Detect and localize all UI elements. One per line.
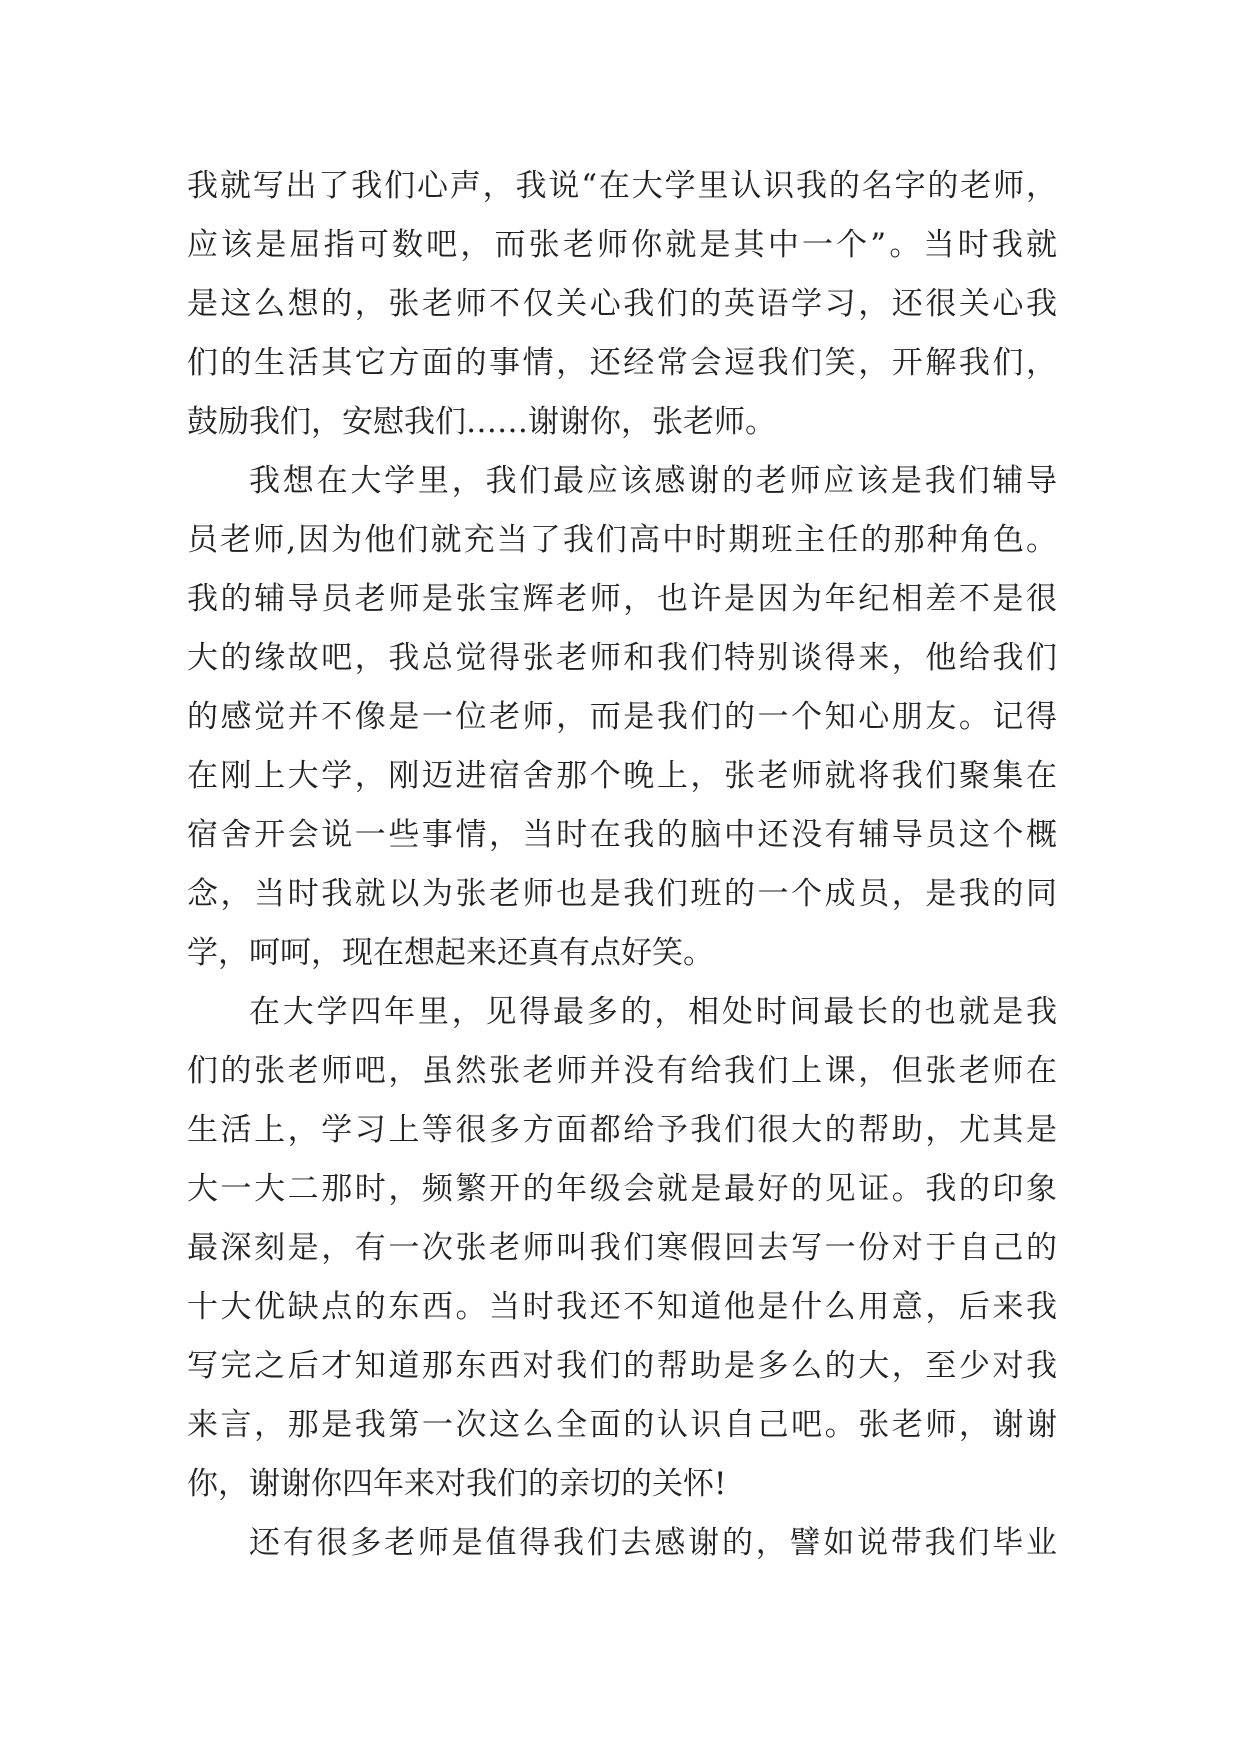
text-line: 我就写出了我们心声，我说“在大学里认识我的名字的老师，: [187, 168, 1057, 204]
text-line: 写完之后才知道那东西对我们的帮助是多么的大，至少对我: [187, 1348, 1057, 1384]
text-line: 宿舍开会说一些事情，当时在我的脑中还没有辅导员这个概: [187, 817, 1057, 853]
text-line: 大一大二那时，频繁开的年级会就是最好的见证。我的印象: [187, 1171, 1057, 1207]
text-line: 在刚上大学，刚迈进宿舍那个晚上，张老师就将我们聚集在: [187, 758, 1057, 794]
text-line: 最深刻是，有一次张老师叫我们寒假回去写一份对于自己的: [187, 1230, 1057, 1266]
text-line: 还有很多老师是值得我们去感谢的，譬如说带我们毕业: [249, 1525, 1057, 1561]
text-line: 是这么想的，张老师不仅关心我们的英语学习，还很关心我: [187, 286, 1057, 322]
text-line: 员老师,因为他们就充当了我们高中时期班主任的那种角色。: [187, 522, 1057, 558]
body-text: [187, 157, 1057, 1573]
text-line: 们的生活其它方面的事情，还经常会逗我们笑，开解我们，: [187, 345, 1057, 381]
text-line: 我想在大学里，我们最应该感谢的老师应该是我们辅导: [249, 463, 1057, 499]
text-line: 在大学四年里，见得最多的，相处时间最长的也就是我: [249, 994, 1057, 1030]
text-line: 我的辅导员老师是张宝辉老师，也许是因为年纪相差不是很: [187, 581, 1057, 617]
text-line: 的感觉并不像是一位老师，而是我们的一个知心朋友。记得: [187, 699, 1057, 735]
text-line: 鼓励我们，安慰我们……谢谢你，张老师。: [187, 404, 776, 440]
text-line: 学，呵呵，现在想起来还真有点好笑。: [187, 935, 714, 971]
text-line: 十大优缺点的东西。当时我还不知道他是什么用意，后来我: [187, 1289, 1057, 1325]
text-line: 生活上，学习上等很多方面都给予我们很大的帮助，尤其是: [187, 1112, 1057, 1148]
text-line: 念，当时我就以为张老师也是我们班的一个成员，是我的同: [187, 876, 1057, 912]
text-line: 你，谢谢你四年来对我们的亲切的关怀!: [187, 1466, 727, 1502]
text-line: 们的张老师吧，虽然张老师并没有给我们上课，但张老师在: [187, 1053, 1057, 1089]
text-line: 大的缘故吧，我总觉得张老师和我们特别谈得来，他给我们: [187, 640, 1057, 676]
text-line: 应该是屈指可数吧，而张老师你就是其中一个”。当时我就: [187, 227, 1057, 263]
text-line: 来言，那是我第一次这么全面的认识自己吧。张老师，谢谢: [187, 1407, 1057, 1443]
